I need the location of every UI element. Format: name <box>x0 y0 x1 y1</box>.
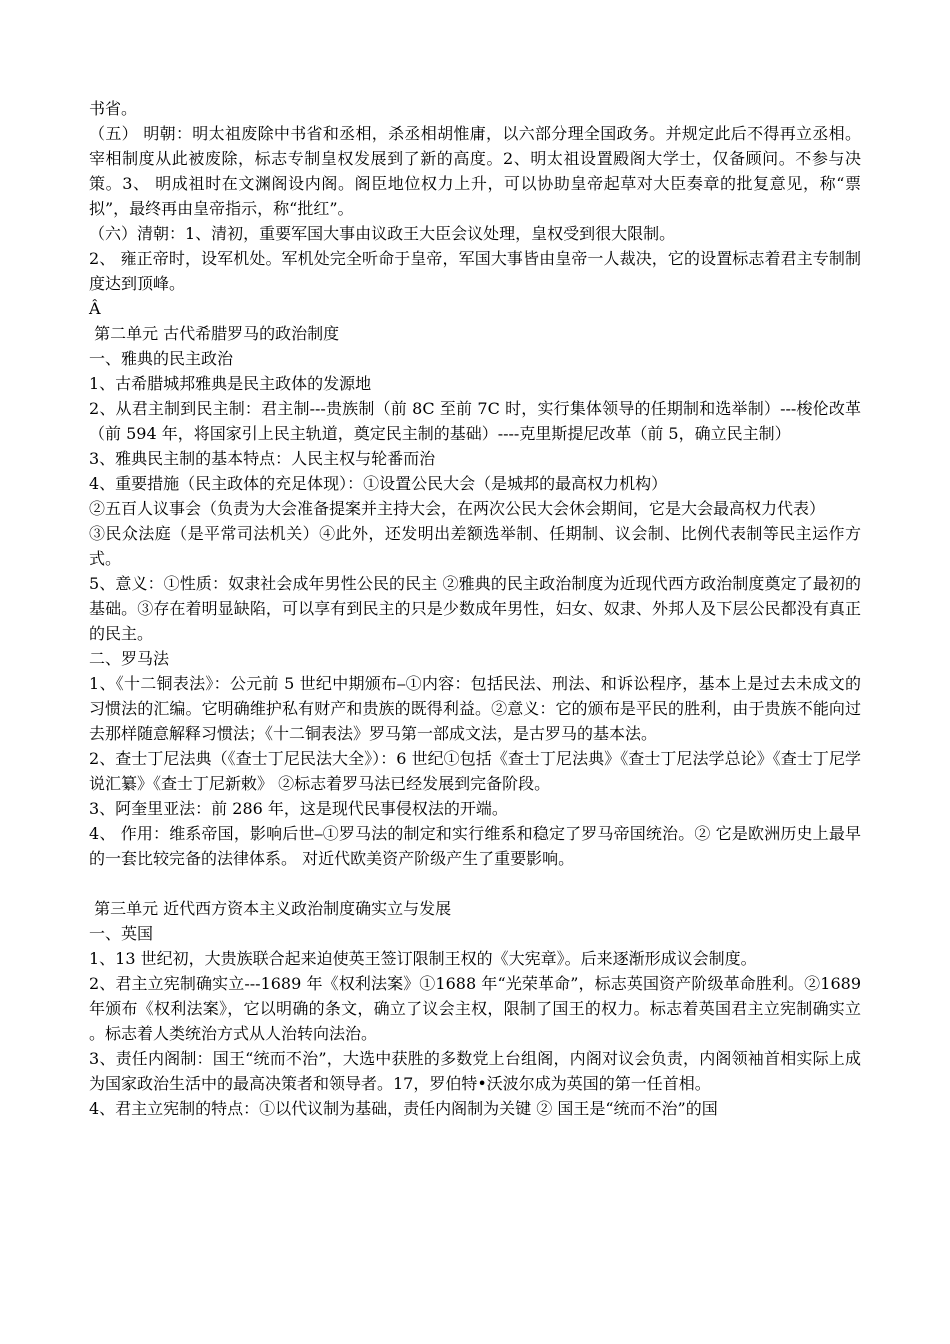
blank-line <box>89 871 861 896</box>
paragraph: 书省。 <box>89 99 138 118</box>
paragraph: 5、意义：①性质：奴隶社会成年男性公民的民主 ②雅典的民主政治制度为近现代西方政治制度奠定了最初的基础。③存在着明显缺陷，可以享有到民主的只是少数成年男性，妇女、奴隶、外邦人及下层公民都没有真正的民主。 <box>89 574 861 643</box>
paragraph: 2、君主立宪制确实立---1689 年《权利法案》①1688 年“光荣革命”，标志英国资产阶级革命胜利。②1689 年颁布《权利法案》，它以明确的条文，确立了议会主权，限制了国王的权力。标志着英国君主立宪制确实立 。标志着人类统治方式从人治转向法治。 <box>89 974 867 1043</box>
section-heading: 一、雅典的民主政治 <box>89 349 234 368</box>
paragraph: 1、古希腊城邦雅典是民主政体的发源地 <box>89 374 372 393</box>
document-page <box>89 96 867 1121</box>
paragraph: 2、 雍正帝时，设军机处。军机处完全听命于皇帝，军国大事皆由皇帝一人裁决，它的设置标志着君主专制制度达到顶峰。 <box>89 249 861 293</box>
paragraph: 3、责任内阁制：国王“统而不治”，大选中获胜的多数党上台组阁，内阁对议会负责，内阁领袖首相实际上成为国家政治生活中的最高决策者和领导者。17，罗伯特•沃波尔成为英国的第一任首相。 <box>89 1049 861 1093</box>
paragraph: ③民众法庭（是平常司法机关）④此外，还发明出差额选举制、任期制、议会制、比例代表制等民主运作方式。 <box>89 524 861 568</box>
paragraph: Â <box>89 299 101 318</box>
section-heading: 二、罗马法 <box>89 649 170 668</box>
paragraph: 4、 作用：维系帝国，影响后世⎯①罗马法的制定和实行维系和稳定了罗马帝国统治。② 它是欧洲历史上最早的一套比较完备的法律体系。 对近代欧美资产阶级产生了重要影响。 <box>89 824 861 868</box>
paragraph: 2、从君主制到民主制：君主制---贵族制（前 8C 至前 7C 时，实行集体领导的任期制和选举制）---梭伦改革（前 594 年，将国家引上民主轨道，奠定民主制的基础）----克里斯提尼改革（前 5，确立民主制） <box>89 399 861 443</box>
unit-heading: 第二单元 古代希腊罗马的政治制度 <box>89 324 340 343</box>
paragraph: ②五百人议事会（负责为大会准备提案并主持大会，在两次公民大会休会期间，它是大会最高权力代表） <box>89 499 826 518</box>
paragraph: 4、君主立宪制的特点：①以代议制为基础，责任内阁制为关键 ② 国王是“统而不治”的国 <box>89 1099 718 1118</box>
paragraph: 1、13 世纪初，大贵族联合起来迫使英王签订限制王权的《大宪章》。后来逐渐形成议会制度。 <box>89 949 757 968</box>
paragraph: （五） 明朝：明太祖废除中书省和丞相，杀丞相胡惟庸，以六部分理全国政务。并规定此后不得再立丞相。宰相制度从此被废除，标志专制皇权发展到了新的高度。2、明太祖设置殿阁大学士，仅备顾问。不参与决策。3、 明成祖时在文渊阁设内阁。阁臣地位权力上升，可以协助皇帝起草对大臣奏章的批复意见，称“票拟”，最终再由皇帝指示，称“批红”。 <box>89 124 861 218</box>
paragraph: 3、阿奎里亚法：前 286 年，这是现代民事侵权法的开端。 <box>89 799 508 818</box>
paragraph: 2、查士丁尼法典（《查士丁尼民法大全》）：6 世纪①包括《查士丁尼法典》《查士丁尼法学总论》《查士丁尼学说汇纂》《查士丁尼新敕》 ②标志着罗马法已经发展到完备阶段。 <box>89 749 861 793</box>
paragraph: 4、重要措施（民主政体的充足体现）：①设置公民大会（是城邦的最高权力机构） <box>89 474 668 493</box>
section-heading: 一、英国 <box>89 924 154 943</box>
paragraph: （六）清朝：1、清初，重要军国大事由议政王大臣会议处理，皇权受到很大限制。 <box>89 224 676 243</box>
unit-heading: 第三单元 近代西方资本主义政治制度确实立与发展 <box>89 899 452 918</box>
paragraph: 3、雅典民主制的基本特点：人民主权与轮番而治 <box>89 449 436 468</box>
paragraph: 1、《十二铜表法》：公元前 5 世纪中期颁布⎯①内容：包括民法、刑法、和诉讼程序，基本上是过去未成文的习惯法的汇编。它明确维护私有财产和贵族的既得利益。②意义：它的颁布是平民的胜利，由于贵族不能向过去那样随意解释习惯法；《十二铜表法》罗马第一部成文法，是古罗马的基本法。 <box>89 674 861 743</box>
